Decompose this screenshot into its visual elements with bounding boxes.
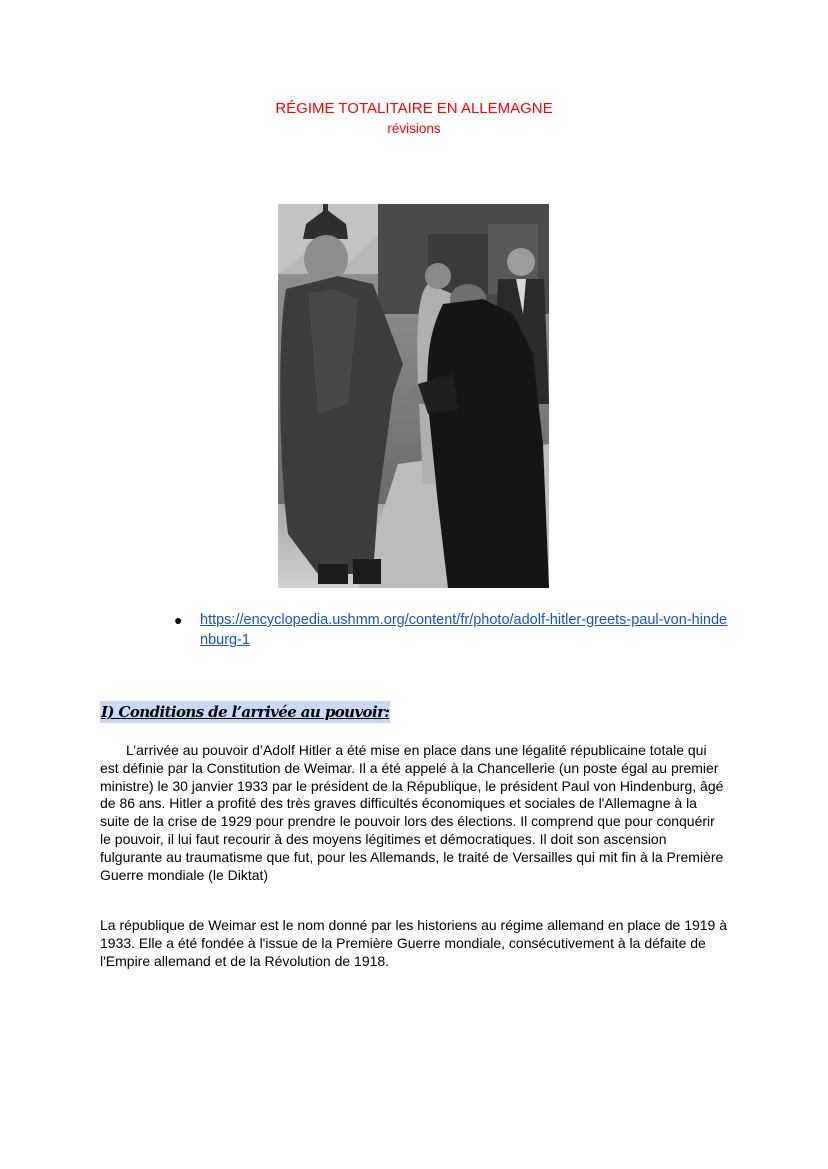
section-heading: I) Conditions de l’arrivée au pouvoir: xyxy=(101,703,390,721)
historical-photo xyxy=(278,204,549,588)
paragraph-1: L’arrivée au pouvoir d’Adolf Hitler a été mise en place dans une légalité républicaine totale qui est définie par la Constitution de Weimar. Il a été appelé à la Chancellerie (un poste égal au premier ministre) le 30 janvier 1933 par le président de la République, le président Paul von Hindenburg, âgé de 86 ans. Hitler a profité des très graves difficultés économiques et sociales de l'Allemagne à la suite de la crise de 1929 pour prendre le pouvoir lors des élections. Il comprend que pour conquérir le pouvoir, il lui faut recourir à des moyens légitimes et démocratiques. Il doit son ascension fulgurante au traumatisme que fut, pour les Allemands, le traité de Versailles qui mit fin à la Première Guerre mondiale (le Diktat) xyxy=(100,742,724,883)
bullet-icon: ● xyxy=(174,612,183,628)
document-subtitle: révisions xyxy=(387,121,441,136)
link-list xyxy=(174,610,734,650)
source-link[interactable]: https://encyclopedia.ushmm.org/content/fr/photo/adolf-hitler-greets-paul-von-hindenburg-1 xyxy=(200,612,728,648)
document-title: RÉGIME TOTALITAIRE EN ALLEMAGNE xyxy=(275,100,553,117)
paragraph-2: La république de Weimar est le nom donné par les historiens au régime allemand en place de 1919 à 1933. Elle a été fondée à l'issue de la Première Guerre mondiale, consécutivement à la défaite de l'Empire allemand et de la Révolution de 1918. xyxy=(100,917,728,969)
list-item xyxy=(174,610,734,650)
